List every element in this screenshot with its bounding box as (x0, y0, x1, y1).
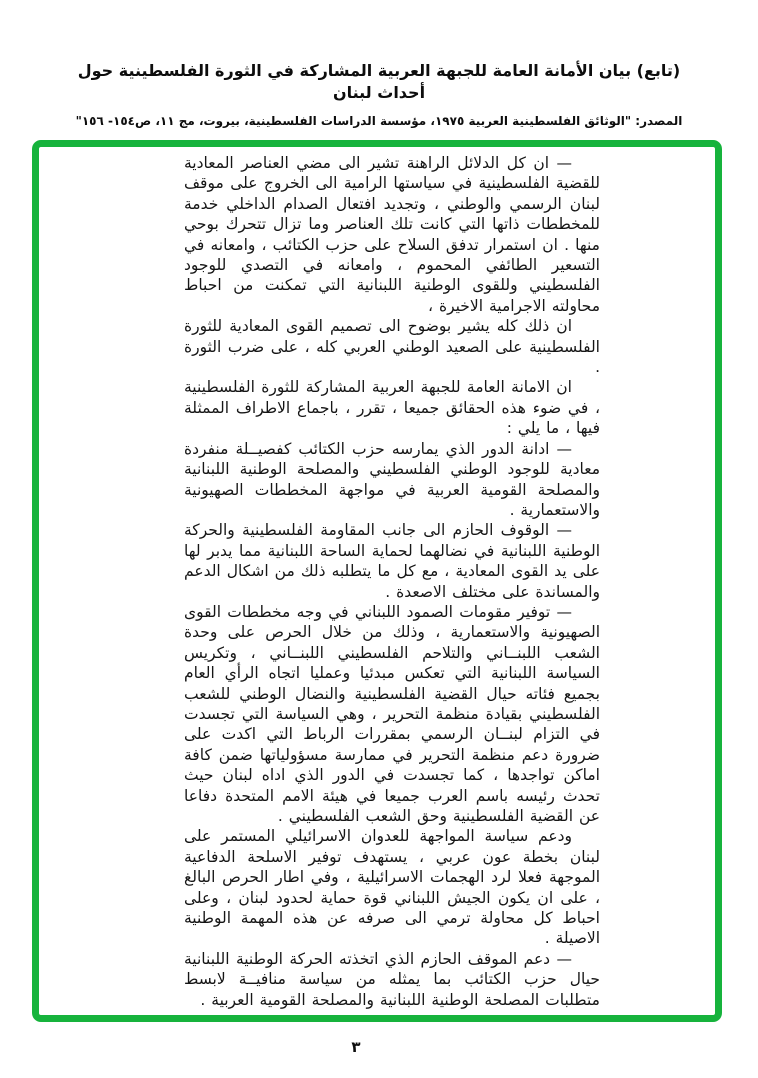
paragraph-3: ان الامانة العامة للجبهة العربية المشاركة للثورة الفلسطينية ، في ضوء هذه الحقائق جميعا ، تقرر ، باجماع الاطراف الممثلة فيها ، ما يلي : (184, 378, 600, 438)
paragraph-7: ودعم سياسة المواجهة للعدوان الاسرائيلي المستمر على لبنان بخطة عون عربي ، يستهدف توفير الاسلحة الدفاعية الموجهة فعلا لرد الهجمات الاسرائيلية ، وفي اطار الحرص البالغ ، على ان يكون الجيش اللبناني قوة حماية لحدود لبنان ، وعلى احباط كل محاولة ترمي الى صرفه عن هذه المهمة الوطنية الاصيلة . (184, 827, 600, 948)
paragraph-8: — دعم الموقف الحازم الذي اتخذته الحركة الوطنية اللبنانية حيال حزب الكتائب بما يمثله من سياسة منافيــة لابسط متطلبات المصلحة الوطنية اللبنانية والمصلحة القومية العربية . (184, 949, 600, 1009)
page-number: ٣ (351, 1038, 361, 1056)
paragraph-6: — توفير مقومات الصمود اللبناني في وجه مخططات القوى الصهيونية والاستعمارية ، وذلك من خلال الحرص على وحدة الشعب اللبنــاني والتلاحم الفلسطيني اللبنــاني ، وتكريس السياسة اللبنانية التي تعكس مبدئيا وعمليا اتجاه الرأي العام بجميع فئاته حيال القضية الفلسطينية والنضال الوطني للشعب الفلسطيني بقيادة منظمة التحرير ، وهي السياسة التي تجسدت في التزام لبنــان الرسمي بمقررات الرباط التي اكدت على ضرورة دعم منظمة التحرير في ممارسة مسؤولياتها ضمن كافة اماكن تواجدها ، كما تجسدت في الدور الذي اداه لبنان حيث تحدث رئيسه باسم العرب جميعا في هيئة الامم المتحدة دفاعا عن القضية الفلسطينية وحق الشعب الفلسطيني . (184, 602, 600, 825)
paragraph-5: — الوقوف الحازم الى جانب المقاومة الفلسطينية والحركة الوطنية اللبنانية في نضالهما لحماية الساحة اللبنانية مما يدبر لها على يد القوى المعادية ، مع كل ما يتطلبه ذلك من اشكال الدعم والمساندة على مختلف الاصعدة . (184, 521, 600, 601)
document-body (184, 153, 600, 1010)
paragraph-4: — ادانة الدور الذي يمارسه حزب الكتائب كفصيــلة منفردة معادية للوجود الوطني الفلسطيني والمصلحة الوطنية اللبنانية والمصلحة القومية العربية في مواجهة المخططات الصهيونية والاستعمارية . (184, 439, 600, 519)
paragraph-2: ان ذلك كله يشير بوضوح الى تصميم القوى المعادية للثورة الفلسطينية على الصعيد الوطني العربي كله ، على ضرب الثورة . (184, 317, 600, 377)
document-title: (تابع) بيان الأمانة العامة للجبهة العربية المشاركة في الثورة الفلسطينية حول أحداث لبنان (77, 61, 681, 102)
paragraph-1: — ان كل الدلائل الراهنة تشير الى مضي العناصر المعادية للقضية الفلسطينية في سياستها الرامية الى الخروج على موقف لبنان الرسمي والوطني ، وتجديد افتعال الصدام الداخلي خدمة للمخططات ذاتها التي كانت تلك العناصر وما تزال تتحرك بوحي منها . ان استمرار تدفق السلاح على حزب الكتائب ، وامعانه في التسعير الطائفي المحموم ، وامعانه في التصدي للوجود الفلسطيني وللقوى الوطنية اللبنانية التي تمكنت من احباط محاولته الاجرامية الاخيرة ، (184, 154, 600, 315)
document-source-line: المصدر: "الوثائق الفلسطينية العربية ١٩٧٥، مؤسسة الدراسات الفلسطينية، بيروت، مج ١١، ص١٥٤- ١٥٦" (75, 114, 683, 128)
document-header (0, 60, 758, 129)
